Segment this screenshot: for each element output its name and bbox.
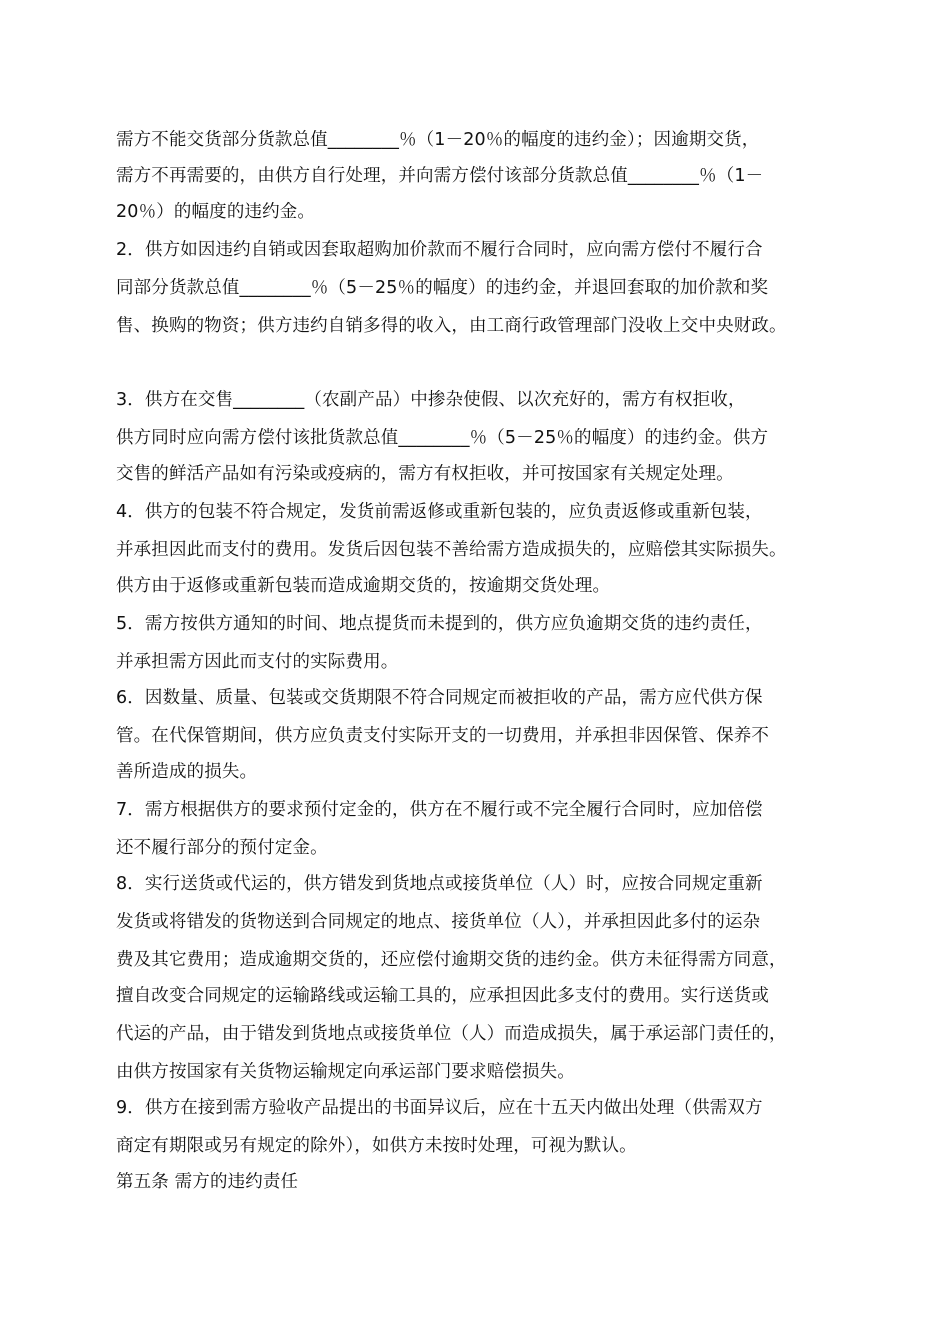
text-line: 7．需方根据供方的要求预付定金的，供方在不履行或不完全履行合同时，应加倍偿: [116, 800, 763, 820]
text-line: 6．因数量、质量、包装或交货期限不符合同规定而被拒收的产品，需方应代供方保: [116, 688, 763, 708]
text-line: 2．供方如因违约自销或因套取超购加价款而不履行合同时，应向需方偿付不履行合: [116, 240, 763, 260]
text-line: 善所造成的损失。: [116, 762, 258, 782]
text-line: 供方同时应向需方偿付该批货款总值________％（5－25％的幅度）的违约金。供方: [116, 428, 769, 448]
text-line: 交售的鲜活产品如有污染或疫病的，需方有权拒收，并可按国家有关规定处理。: [116, 464, 734, 484]
text-line: 商定有期限或另有规定的除外），如供方未按时处理，可视为默认。: [116, 1136, 637, 1156]
text-line: 售、换购的物资；供方违约自销多得的收入，由工商行政管理部门没收上交中央财政。: [116, 316, 787, 336]
text-line: 发货或将错发的货物送到合同规定的地点、接货单位（人），并承担因此多付的运杂: [116, 912, 761, 932]
text-line: 擅自改变合同规定的运输路线或运输工具的，应承担因此多支付的费用。实行送货或: [116, 986, 770, 1006]
text-line: 管。在代保管期间，供方应负责支付实际开支的一切费用，并承担非因保管、保养不: [116, 726, 770, 746]
text-line: 费及其它费用；造成逾期交货的，还应偿付逾期交货的违约金。供方未征得需方同意，: [116, 950, 787, 970]
text-line: 4．供方的包装不符合规定，发货前需返修或重新包装的，应负责返修或重新包装，: [116, 502, 763, 522]
text-line: 并承担需方因此而支付的实际费用。: [116, 652, 399, 672]
text-line: 20％）的幅度的违约金。: [116, 202, 316, 222]
text-line: 8．实行送货或代运的，供方错发到货地点或接货单位（人）时，应按合同规定重新: [116, 874, 763, 894]
text-line: 同部分货款总值________％（5－25％的幅度）的违约金，并退回套取的加价款和奖: [116, 278, 769, 298]
section-heading: 第五条 需方的违约责任: [116, 1172, 299, 1192]
text-line: 由供方按国家有关货物运输规定向承运部门要求赔偿损失。: [116, 1062, 575, 1082]
text-line: 5．需方按供方通知的时间、地点提货而未提到的，供方应负逾期交货的违约责任，: [116, 614, 763, 634]
text-line: 代运的产品，由于错发到货地点或接货单位（人）而造成损失，属于承运部门责任的，: [116, 1024, 787, 1044]
text-line: 并承担因此而支付的费用。发货后因包装不善给需方造成损失的，应赔偿其实际损失。: [116, 540, 787, 560]
text-line: 供方由于返修或重新包装而造成逾期交货的，按逾期交货处理。: [116, 576, 611, 596]
text-line: 需方不再需要的，由供方自行处理，并向需方偿付该部分货款总值________％（1－: [116, 166, 764, 186]
text-line: 3．供方在交售________（农副产品）中掺杂使假、以次充好的，需方有权拒收，: [116, 390, 746, 410]
text-line: 9．供方在接到需方验收产品提出的书面异议后，应在十五天内做出处理（供需双方: [116, 1098, 763, 1118]
text-line: 还不履行部分的预付定金。: [116, 838, 328, 858]
text-line: 需方不能交货部分货款总值________％（1－20％的幅度的违约金）；因逾期交货，: [116, 130, 760, 150]
